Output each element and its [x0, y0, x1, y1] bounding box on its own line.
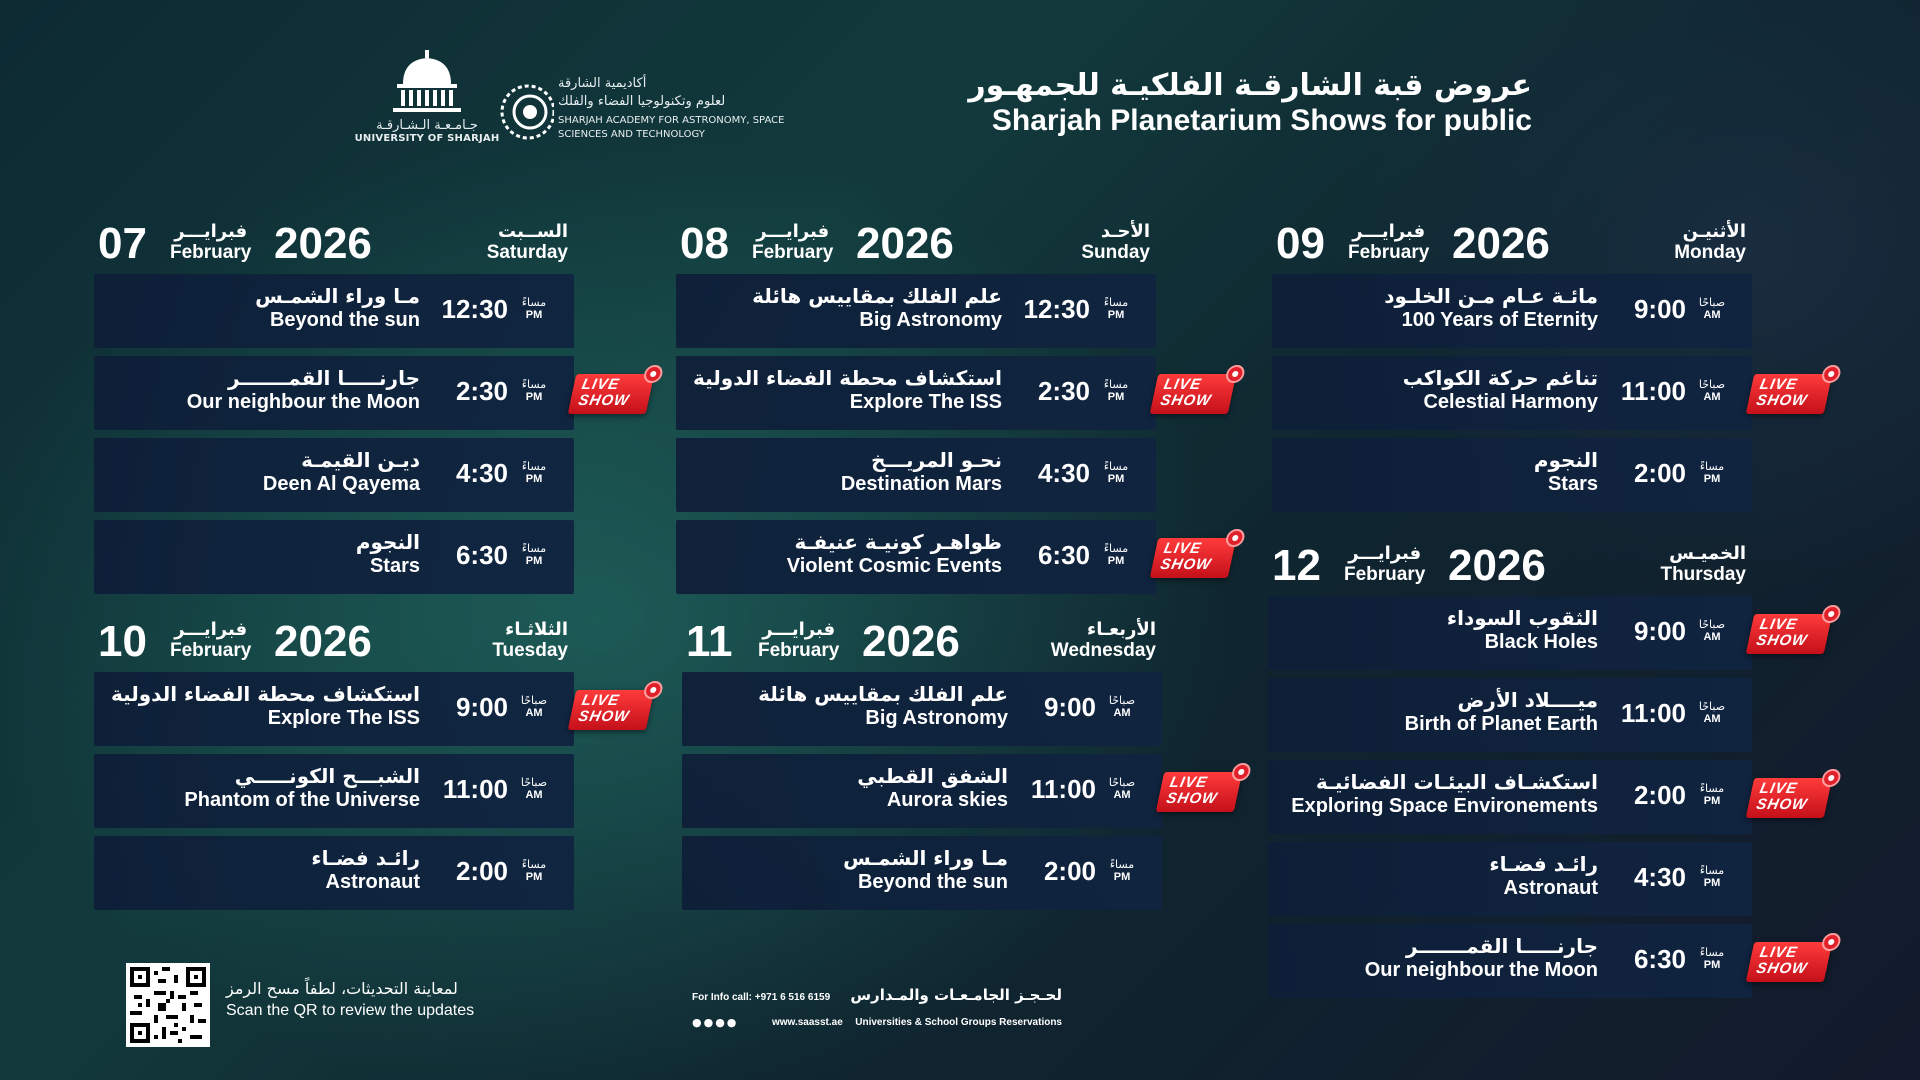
day-number: 12	[1272, 541, 1321, 590]
weekday-en: Sunday	[1081, 242, 1150, 263]
weekday-ar: الأربعـاء	[1087, 619, 1156, 640]
academy-subtitle-ar: لعلوم وتكنولوجيا الفضاء والفلك	[558, 94, 726, 109]
show-title	[1384, 284, 1598, 332]
show-row[interactable]	[676, 438, 1156, 512]
day-header	[676, 212, 1156, 274]
show-title-en: Astronaut	[1503, 877, 1598, 899]
show-row[interactable]	[682, 754, 1220, 828]
am-pm-label	[1104, 776, 1140, 802]
show-title	[184, 764, 420, 812]
qr-caption-en: Scan the QR to review the updates	[226, 1002, 475, 1019]
show-row[interactable]	[682, 672, 1162, 746]
am-pm-ar: مساءً	[1699, 460, 1725, 473]
live-show-badge	[568, 374, 655, 414]
am-pm-en: PM	[1703, 473, 1721, 485]
am-pm-ar: صباحًا	[520, 694, 548, 707]
show-title-en: Violent Cosmic Events	[786, 555, 1002, 577]
am-pm-en: AM	[1703, 309, 1721, 321]
show-title-en: Beyond the sun	[857, 871, 1008, 893]
show-title-ar: ديـن القيمـة	[301, 448, 420, 472]
show-row[interactable]	[94, 520, 574, 594]
day-number: 08	[680, 219, 729, 268]
am-pm-label	[516, 296, 552, 322]
am-pm-en: PM	[1703, 959, 1721, 971]
page-title	[968, 68, 1532, 138]
month-ar: فبرايـــر	[174, 619, 248, 640]
show-title-en: Stars	[369, 555, 420, 577]
show-title	[111, 682, 420, 730]
show-title-ar: الثقوب السوداء	[1446, 606, 1598, 630]
show-title-ar: نحـو المريـــخ	[871, 448, 1002, 472]
year: 2026	[856, 219, 954, 268]
day-block-monday	[1272, 212, 1810, 520]
weekday-label	[1081, 222, 1150, 264]
show-time: 9:00	[1633, 294, 1686, 324]
academy-logo	[498, 70, 828, 150]
show-row[interactable]	[1272, 438, 1752, 512]
show-title-en: Explore The ISS	[267, 707, 420, 729]
show-title	[857, 764, 1008, 812]
month-en: February	[170, 242, 252, 263]
show-time: 11:00	[442, 774, 508, 804]
record-icon	[1230, 763, 1252, 781]
info-phone[interactable]: For Info call: +971 6 516 6159	[692, 992, 831, 1003]
live-show-text: LIVE SHOW	[1754, 376, 1810, 409]
show-title-en: Big Astronomy	[859, 309, 1002, 331]
social-icons[interactable]: ●●●●	[692, 1016, 739, 1029]
month-label	[170, 620, 251, 662]
show-title-en: Destination Mars	[840, 473, 1002, 495]
weekday-label	[1051, 620, 1156, 662]
show-title	[255, 284, 420, 332]
month-label	[758, 620, 839, 662]
show-time: 4:30	[1037, 458, 1090, 488]
uos-name-ar: جـامـعـة الـشـارقـة	[376, 118, 478, 133]
weekday-label	[1674, 222, 1746, 264]
show-title-ar: النجوم	[1533, 448, 1598, 472]
show-title-en: Black Holes	[1484, 631, 1598, 653]
live-show-text: LIVE SHOW	[1158, 376, 1214, 409]
am-pm-label	[1104, 858, 1140, 884]
month-en: February	[752, 242, 834, 263]
live-show-text: LIVE SHOW	[1158, 540, 1214, 573]
month-label	[170, 222, 251, 264]
header	[0, 0, 1920, 160]
am-pm-ar: صباحًا	[1698, 618, 1726, 631]
weekday-ar: الســبت	[498, 221, 568, 242]
reservations-ar: لحـجـز الجامـعـات والمـدارس	[850, 986, 1062, 1004]
show-time: 6:30	[455, 540, 508, 570]
am-pm-ar: صباحًا	[1108, 776, 1136, 789]
show-row[interactable]	[1272, 274, 1752, 348]
show-title-en: Our neighbour the Moon	[186, 391, 420, 413]
am-pm-ar: مساءً	[1699, 782, 1725, 795]
show-title-ar: رائـد فضـاء	[1489, 852, 1598, 876]
month-label	[1348, 222, 1429, 264]
reservations-en: Universities & School Groups Reservations	[855, 1017, 1062, 1028]
day-block-thursday	[1268, 534, 1810, 1006]
year: 2026	[862, 617, 960, 666]
year: 2026	[1452, 219, 1550, 268]
weekday-ar: الخميـس	[1669, 543, 1746, 564]
am-pm-ar: مساءً	[1103, 378, 1129, 391]
show-title	[787, 530, 1002, 578]
record-icon	[1224, 365, 1246, 383]
month-en: February	[1344, 564, 1426, 585]
am-pm-ar: مساءً	[521, 460, 547, 473]
spiral-galaxy-icon	[498, 74, 554, 150]
record-icon	[642, 681, 664, 699]
live-show-text: LIVE SHOW	[576, 692, 632, 725]
am-pm-ar: صباحًا	[1698, 378, 1726, 391]
show-row[interactable]	[1268, 596, 1810, 670]
show-title-ar: استكشاف محطة الفضاء الدولية	[110, 682, 420, 706]
show-title-en: Exploring Space Environements	[1291, 795, 1598, 817]
year: 2026	[1448, 541, 1546, 590]
show-title-en: Astronaut	[325, 871, 420, 893]
am-pm-label	[516, 542, 552, 568]
show-title-ar: جارنـــــا القمـــــــر	[1405, 934, 1598, 958]
show-title-ar: استكشاف محطة الفضاء الدولية	[692, 366, 1002, 390]
show-title	[843, 846, 1008, 894]
live-show-badge	[1156, 772, 1243, 812]
day-header	[94, 212, 574, 274]
show-time: 11:00	[1030, 774, 1096, 804]
am-pm-ar: مساءً	[521, 296, 547, 309]
page-title-ar: عروض قبة الشارقـة الفلكيـة للجمهـور	[968, 68, 1532, 103]
am-pm-en: PM	[1113, 871, 1131, 883]
am-pm-label	[1098, 542, 1134, 568]
am-pm-ar: مساءً	[521, 542, 547, 555]
am-pm-ar: مساءً	[1103, 542, 1129, 555]
show-title-en: Explore The ISS	[849, 391, 1002, 413]
day-number: 07	[98, 219, 147, 268]
show-time: 2:30	[455, 376, 508, 406]
am-pm-label	[1694, 296, 1730, 322]
live-show-badge	[1746, 942, 1833, 982]
show-title-ar: استكشـاف البيئـات الفضائيـة	[1315, 770, 1598, 794]
page-title-en: Sharjah Planetarium Shows for public	[991, 104, 1532, 137]
live-show-text: LIVE SHOW	[1754, 944, 1810, 977]
am-pm-label	[1104, 694, 1140, 720]
show-title-ar: مائـة عـام مـن الخلـود	[1384, 284, 1598, 308]
show-time: 2:00	[455, 856, 508, 886]
show-title-ar: ميــــلاد الأرض	[1457, 688, 1598, 712]
am-pm-en: AM	[1703, 713, 1721, 725]
weekday-en: Monday	[1674, 242, 1746, 263]
dome-icon	[387, 50, 467, 116]
live-show-text: LIVE SHOW	[1164, 774, 1220, 807]
am-pm-ar: صباحًا	[1108, 694, 1136, 707]
show-title	[1447, 606, 1598, 654]
qr-caption	[226, 978, 474, 1022]
am-pm-label	[1694, 460, 1730, 486]
show-title-ar: علم الفلك بمقاييس هائلة	[752, 284, 1002, 308]
show-row[interactable]	[94, 274, 574, 348]
month-ar: فبرايـــر	[756, 221, 830, 242]
am-pm-ar: صباحًا	[1698, 700, 1726, 713]
show-row[interactable]	[676, 274, 1156, 348]
am-pm-en: PM	[1107, 473, 1125, 485]
am-pm-label	[1694, 864, 1730, 890]
live-show-text: LIVE SHOW	[1754, 780, 1810, 813]
show-time: 11:00	[1620, 376, 1686, 406]
show-row[interactable]	[676, 520, 1214, 594]
show-title-en: Our neighbour the Moon	[1364, 959, 1598, 981]
am-pm-label	[1694, 946, 1730, 972]
day-number: 11	[686, 617, 733, 666]
weekday-en: Saturday	[486, 242, 568, 263]
day-block-wednesday	[682, 610, 1220, 918]
am-pm-ar: مساءً	[521, 378, 547, 391]
month-en: February	[1348, 242, 1430, 263]
am-pm-label	[1694, 378, 1730, 404]
show-title-en: Birth of Planet Earth	[1404, 713, 1598, 735]
show-title-en: 100 Years of Eternity	[1401, 309, 1598, 331]
qr-code[interactable]	[126, 963, 210, 1047]
day-header	[1272, 212, 1752, 274]
am-pm-label	[516, 694, 552, 720]
show-row[interactable]	[94, 438, 574, 512]
show-title	[1291, 770, 1598, 818]
record-icon	[1820, 769, 1842, 787]
show-title	[1489, 852, 1598, 900]
am-pm-en: PM	[525, 555, 543, 567]
day-block-saturday	[94, 212, 632, 602]
show-time: 11:00	[1620, 698, 1686, 728]
record-icon	[1820, 605, 1842, 623]
weekday-label	[487, 222, 568, 264]
live-show-text: LIVE SHOW	[1754, 616, 1810, 649]
weekday-en: Tuesday	[492, 640, 568, 661]
show-title-ar: مـا وراء الشمـس	[255, 284, 420, 308]
month-ar: فبرايـــر	[174, 221, 248, 242]
am-pm-ar: مساءً	[1103, 296, 1129, 309]
show-time: 2:00	[1633, 458, 1686, 488]
live-show-badge	[1746, 374, 1833, 414]
day-header	[682, 610, 1162, 672]
weekday-en: Wednesday	[1050, 640, 1156, 661]
show-time: 6:30	[1037, 540, 1090, 570]
show-title-en: Phantom of the Universe	[184, 789, 420, 811]
show-title-ar: جارنـــــا القمـــــــر	[227, 366, 420, 390]
am-pm-en: PM	[1703, 877, 1721, 889]
show-row[interactable]	[94, 672, 632, 746]
month-ar: فبرايـــر	[1348, 543, 1422, 564]
am-pm-label	[1098, 378, 1134, 404]
month-en: February	[170, 640, 252, 661]
show-row[interactable]	[94, 356, 632, 430]
am-pm-label	[516, 460, 552, 486]
record-icon	[1224, 529, 1246, 547]
show-row[interactable]	[676, 356, 1214, 430]
am-pm-en: PM	[525, 309, 543, 321]
show-title	[311, 846, 420, 894]
show-title-ar: الشفق القطبي	[857, 764, 1008, 788]
day-number: 10	[98, 617, 147, 666]
website-link[interactable]: www.saasst.ae	[772, 1017, 843, 1028]
live-show-badge	[1746, 614, 1833, 654]
month-ar: فبرايـــر	[1352, 221, 1426, 242]
show-title	[1405, 688, 1598, 736]
show-row[interactable]	[1268, 924, 1810, 998]
university-of-sharjah-logo	[352, 50, 502, 144]
show-title-ar: الشبـــح الكونـــــي	[234, 764, 420, 788]
show-time: 4:30	[455, 458, 508, 488]
month-label	[1344, 544, 1425, 586]
am-pm-ar: مساءً	[1109, 858, 1135, 871]
am-pm-ar: مساءً	[1699, 864, 1725, 877]
am-pm-en: AM	[1703, 391, 1721, 403]
show-time: 9:00	[1633, 616, 1686, 646]
show-time: 2:30	[1037, 376, 1090, 406]
show-title	[1403, 366, 1598, 414]
show-title	[752, 284, 1002, 332]
contact-info	[692, 986, 1062, 1034]
am-pm-en: AM	[525, 707, 543, 719]
live-show-badge	[1746, 778, 1833, 818]
show-time: 9:00	[455, 692, 508, 722]
am-pm-en: PM	[1107, 555, 1125, 567]
am-pm-en: PM	[525, 391, 543, 403]
live-show-badge	[1150, 538, 1237, 578]
am-pm-en: PM	[1703, 795, 1721, 807]
uos-name-en: UNIVERSITY OF SHARJAH	[354, 133, 500, 144]
show-title-en: Aurora skies	[886, 789, 1008, 811]
live-show-text: LIVE SHOW	[576, 376, 632, 409]
academy-name-en: SHARJAH ACADEMY FOR ASTRONOMY, SPACE SCIENCES AND TECHNOLOGY	[558, 115, 785, 140]
show-title	[693, 366, 1002, 414]
show-time: 6:30	[1633, 944, 1686, 974]
am-pm-label	[1694, 782, 1730, 808]
am-pm-en: PM	[525, 473, 543, 485]
show-time: 4:30	[1633, 862, 1686, 892]
show-title	[1365, 934, 1598, 982]
am-pm-en: PM	[1107, 309, 1125, 321]
show-title-ar: النجوم	[355, 530, 420, 554]
show-title	[187, 366, 420, 414]
show-title-ar: علم الفلك بمقاييس هائلة	[758, 682, 1008, 706]
am-pm-label	[1694, 618, 1730, 644]
qr-caption-ar: لمعاينة التحديثات، لطفاً مسح الرمز	[226, 979, 458, 998]
day-header	[1268, 534, 1752, 596]
am-pm-en: AM	[1703, 631, 1721, 643]
show-row[interactable]	[94, 754, 574, 828]
am-pm-label	[516, 378, 552, 404]
show-title-ar: مـا وراء الشمـس	[843, 846, 1008, 870]
show-title-en: Beyond the sun	[269, 309, 420, 331]
show-row[interactable]	[1268, 842, 1752, 916]
am-pm-label	[516, 858, 552, 884]
show-row[interactable]	[1268, 760, 1810, 834]
show-title-en: Big Astronomy	[865, 707, 1008, 729]
show-title	[356, 530, 420, 578]
show-row[interactable]	[94, 836, 574, 910]
month-ar: فبرايـــر	[762, 619, 836, 640]
am-pm-en: AM	[525, 789, 543, 801]
day-header	[94, 610, 574, 672]
month-en: February	[758, 640, 840, 661]
day-block-tuesday	[94, 610, 632, 918]
show-title	[1534, 448, 1598, 496]
day-number: 09	[1276, 219, 1325, 268]
weekday-label	[492, 620, 568, 662]
am-pm-label	[516, 776, 552, 802]
am-pm-en: PM	[1107, 391, 1125, 403]
am-pm-label	[1098, 296, 1134, 322]
am-pm-ar: صباحًا	[520, 776, 548, 789]
weekday-ar: الأثنيـن	[1682, 221, 1746, 242]
show-title-en: Stars	[1547, 473, 1598, 495]
am-pm-en: PM	[525, 871, 543, 883]
show-title	[758, 682, 1008, 730]
live-show-badge	[568, 690, 655, 730]
record-icon	[1820, 933, 1842, 951]
academy-name-ar: أكاديمية الشارقة	[558, 76, 647, 91]
weekday-en: Thursday	[1660, 564, 1746, 585]
day-block-sunday	[676, 212, 1214, 602]
show-time: 9:00	[1043, 692, 1096, 722]
am-pm-label	[1694, 700, 1730, 726]
show-row[interactable]	[1268, 678, 1752, 752]
show-time: 2:00	[1633, 780, 1686, 810]
show-time: 2:00	[1043, 856, 1096, 886]
record-icon	[642, 365, 664, 383]
show-title-ar: رائـد فضـاء	[311, 846, 420, 870]
live-show-badge	[1150, 374, 1237, 414]
am-pm-ar: صباحًا	[1698, 296, 1726, 309]
year: 2026	[274, 617, 372, 666]
am-pm-ar: مساءً	[1103, 460, 1129, 473]
month-label	[752, 222, 833, 264]
show-title-ar: ظواهـر كونيـة عنيفـة	[794, 530, 1002, 554]
year: 2026	[274, 219, 372, 268]
am-pm-ar: مساءً	[521, 858, 547, 871]
weekday-label	[1660, 544, 1746, 586]
show-title-ar: تناغم حركة الكواكب	[1402, 366, 1598, 390]
qr-code-icon	[130, 967, 206, 1043]
am-pm-en: AM	[1113, 789, 1131, 801]
record-icon	[1820, 365, 1842, 383]
show-row[interactable]	[682, 836, 1162, 910]
show-time: 12:30	[1023, 294, 1090, 324]
show-title-en: Deen Al Qayema	[262, 473, 420, 495]
show-row[interactable]	[1272, 356, 1810, 430]
weekday-ar: الثلاثـاء	[505, 619, 568, 640]
am-pm-label	[1098, 460, 1134, 486]
weekday-ar: الأحـد	[1100, 221, 1150, 242]
show-title	[263, 448, 420, 496]
show-title-en: Celestial Harmony	[1423, 391, 1598, 413]
show-time: 12:30	[441, 294, 508, 324]
show-title	[841, 448, 1002, 496]
am-pm-ar: مساءً	[1699, 946, 1725, 959]
am-pm-en: AM	[1113, 707, 1131, 719]
